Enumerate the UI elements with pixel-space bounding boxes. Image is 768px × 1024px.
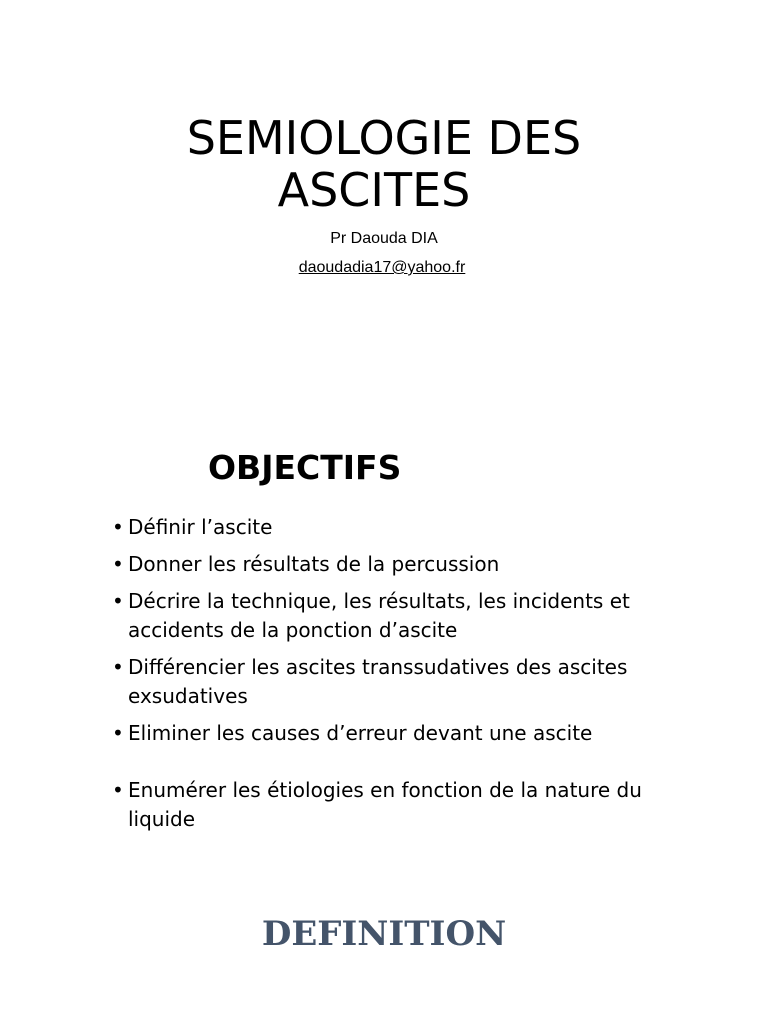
bullet-icon: • — [112, 721, 124, 745]
objective-text: Différencier les ascites transsudatives des ascites exsudatives — [128, 655, 628, 708]
objective-text: Enumérer les étiologies en fonction de la nature du liquide — [128, 778, 642, 831]
objective-text: Donner les résultats de la percussion — [128, 552, 500, 576]
objective-item — [112, 550, 672, 579]
page-title — [0, 112, 768, 216]
page-title-line-2: ASCITES — [277, 163, 471, 217]
objective-item — [112, 776, 672, 834]
objective-item — [112, 587, 672, 645]
bullet-icon: • — [112, 552, 124, 576]
objective-text: Définir l’ascite — [128, 515, 273, 539]
objective-item — [112, 513, 672, 542]
page-title-line-1: SEMIOLOGIE DES — [186, 111, 582, 165]
objectives-list — [112, 513, 672, 842]
bullet-icon: • — [112, 515, 124, 539]
objective-text: Eliminer les causes d’erreur devant une ascite — [128, 721, 593, 745]
definition-heading: DEFINITION — [261, 914, 507, 954]
objective-item — [112, 653, 672, 711]
objective-text: Décrire la technique, les résultats, les incidents et accidents de la ponction d’ascite — [128, 589, 630, 642]
author-name: Pr Daouda DIA — [330, 230, 438, 247]
objectives-heading: OBJECTIFS — [208, 448, 402, 487]
bullet-icon: • — [112, 778, 124, 802]
bullet-icon: • — [112, 589, 124, 613]
objective-item — [112, 719, 672, 748]
bullet-icon: • — [112, 655, 124, 679]
author-email-link[interactable]: daoudadia17@yahoo.fr — [298, 259, 466, 276]
